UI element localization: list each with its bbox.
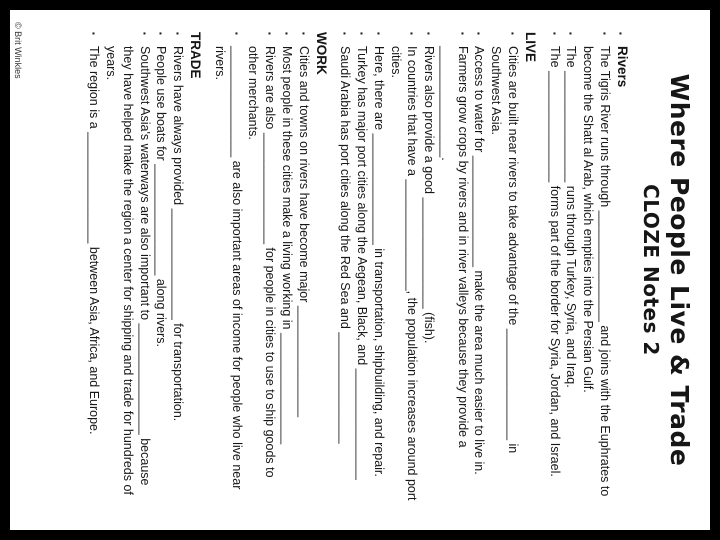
bullet-item	[103, 32, 153, 508]
section-heading-rivers	[615, 32, 630, 508]
bullet-marker-icon: ▪	[282, 32, 291, 35]
bullet-text: Turkey has major port cities along the Aegean, Black, and ________________	[355, 46, 370, 480]
section-heading-live	[523, 32, 538, 508]
bullet-marker-icon: ▪	[616, 32, 625, 35]
bullet-marker-icon: ▪	[173, 32, 183, 35]
bullet-marker-icon: ▪	[298, 32, 308, 35]
bullet-text: The ________________ runs through Turkey, Syria, and Iraq.	[564, 46, 579, 388]
bullet-item	[153, 32, 170, 508]
bullet-item	[354, 32, 371, 508]
bullet-item	[170, 32, 187, 508]
bullet-marker-icon: ▪	[139, 32, 149, 35]
bullet-text: Saudi Arabia has port cities along the Red Sea and ________________	[338, 46, 353, 444]
bullet-marker-icon: ▪	[265, 32, 275, 35]
bullet-text: ________________ are also important areas of income for people who live near rivers.	[213, 46, 244, 490]
bullet-text: In countries that have a ________________, the population increases around port cities.	[388, 46, 420, 501]
bullet-item	[471, 32, 488, 508]
bullet-marker-icon: ▪	[357, 32, 367, 35]
section-heading-label: WORK	[313, 32, 329, 75]
bullet-text: The ________________ forms part of the border for Syria, Jordan, and Israel.	[547, 46, 562, 477]
bullet-text: People use boats for ________________ along rivers.	[154, 46, 169, 347]
bullet-item	[337, 32, 354, 508]
bullet-item	[245, 32, 279, 508]
bullet-item	[370, 32, 387, 508]
section-rivers	[546, 32, 630, 508]
bullet-marker-icon: ▪	[600, 32, 609, 35]
copyright-credit: © Brit Winkles	[13, 22, 23, 79]
section-heading-label: Rivers	[615, 46, 630, 88]
bullet-text: Rivers have always provided ________________ for transportation.	[171, 46, 186, 422]
bullet-item	[86, 32, 103, 508]
bullet-item	[387, 32, 421, 508]
bullet-item	[278, 32, 295, 508]
bullet-text: Here, there are ________________ in transportation, shipbuilding, and repair.	[372, 46, 386, 477]
bullet-marker-icon: ▪	[89, 32, 99, 35]
bullet-text: Most people in these cities make a living working in ________________	[280, 46, 294, 445]
bullet-marker-icon: ▪	[424, 32, 434, 35]
bullet-marker-icon: ▪	[340, 32, 350, 35]
title-line-2: CLOZE Notes 2	[639, 184, 663, 356]
bullet-marker-icon: ▪	[457, 32, 467, 35]
bullet-marker-icon: ▪	[231, 32, 241, 35]
bullet-marker-icon: ▪	[474, 32, 484, 35]
worksheet-page	[10, 10, 710, 530]
bullet-text: Farmers grow crops by rivers and in river valleys because they provide a ________________.	[439, 46, 470, 448]
section-live	[337, 32, 538, 508]
bullet-text: Access to water for ________________ make the area much easier to live in.	[472, 46, 487, 475]
bullet-item	[421, 32, 438, 508]
section-heading-work	[314, 32, 329, 508]
worksheet-title	[639, 32, 694, 508]
bullet-item	[295, 32, 312, 508]
bullet-item	[437, 32, 471, 508]
section-heading-label: TRADE	[188, 32, 204, 79]
bullet-marker-icon: ▪	[566, 32, 576, 35]
bullet-text: Southwest Asia's waterways are also important to ________________ because they have helped make the region a center for shipping and trade for hundreds of years.	[104, 46, 152, 495]
section-work	[211, 32, 329, 508]
bullet-text: Cities are built near rivers to take advantage of the ________________ in Southwest Asia.	[489, 46, 520, 454]
bullet-marker-icon: ▪	[156, 32, 166, 35]
bullet-item	[488, 32, 522, 508]
bullet-marker-icon: ▪	[549, 32, 559, 35]
bullet-item	[546, 32, 563, 508]
bullet-marker-icon: ▪	[407, 32, 417, 35]
bullet-marker-icon: ▪	[508, 32, 517, 35]
section-heading-trade	[188, 32, 203, 508]
bullet-text: The Tigris River runs through ________________ and joins with the Euphrates to become the Shatt al Arab, which empties into the Persian Gulf.	[581, 46, 612, 497]
bullet-text: The region is a ________________ between Asia, Africa, and Europe.	[87, 46, 102, 435]
bullet-text: Cities and towns on rivers have become major ________________	[296, 46, 311, 418]
bullet-text: Rivers are also ________________ for people in cities to use to ship goods to other merchants.	[246, 46, 278, 478]
title-line-1: Where People Live & Trade	[665, 73, 694, 467]
section-trade	[86, 32, 204, 508]
bullet-item	[563, 32, 580, 508]
section-heading-label: LIVE	[523, 32, 538, 63]
bullet-text: Rivers also provide a good ________________ (fish).	[422, 46, 437, 344]
bullet-item	[211, 32, 245, 508]
bullet-marker-icon: ▪	[374, 32, 383, 35]
bullet-item	[580, 32, 614, 508]
